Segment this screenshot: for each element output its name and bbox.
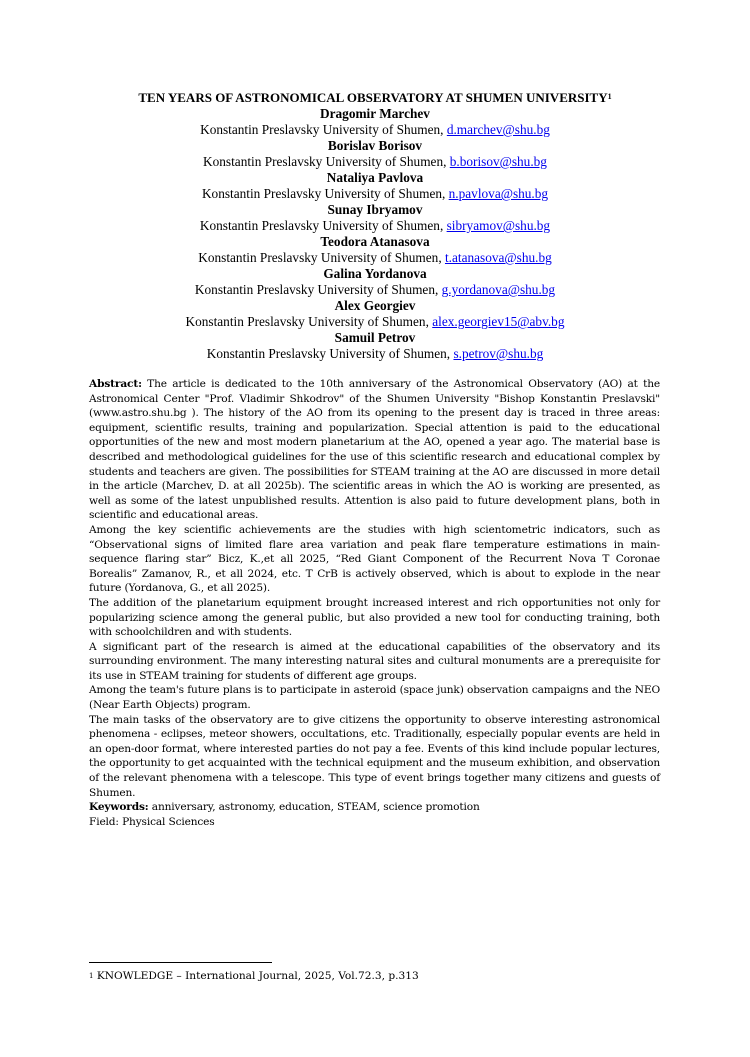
footnote: $^1$ KNOWLEDGE – International Journal, 2025, Vol.72.3, p.313 bbox=[89, 970, 419, 982]
author-email-link[interactable]: g.yordanova@shu.bg bbox=[441, 282, 556, 297]
author-email-link[interactable]: alex.georgiev15@abv.bg bbox=[432, 314, 565, 329]
keywords-label: Keywords: bbox=[89, 801, 149, 814]
author-affiliation: Konstantin Preslavsky University of Shumen, g.yordanova@shu.bg bbox=[194, 282, 556, 297]
author-affiliation: Konstantin Preslavsky University of Shumen, sibryamov@shu.bg bbox=[199, 218, 551, 233]
author-email-link[interactable]: d.marchev@shu.bg bbox=[446, 122, 550, 137]
author-block bbox=[60, 138, 690, 170]
abstract-paragraph: Among the key scientific achievements are the studies with high scientometric indicators, such as “Observational signs of limited flare area variation and peak flare temperature estimations in main-sequence flaring star” Bicz, K.,et all 2025, “Red Giant Component of the Recurrent Nova T Coronae Borealis” Zamanov, R., et all 2024, etc. T CrB is actively observed, which is about to explode in the near future (Yordanova, G., et all 2025). bbox=[89, 523, 660, 595]
author-name: Sunay Ibryamov bbox=[327, 202, 423, 217]
field-line: Field: Physical Sciences bbox=[89, 815, 215, 828]
author-name: Galina Yordanova bbox=[323, 266, 427, 281]
author-name: Teodora Atanasova bbox=[320, 234, 430, 249]
author-email-link[interactable]: s.petrov@shu.bg bbox=[453, 346, 544, 361]
author-block bbox=[60, 234, 690, 266]
footnote-divider bbox=[89, 962, 272, 963]
author-affiliation: Konstantin Preslavsky University of Shumen, n.pavlova@shu.bg bbox=[201, 186, 549, 201]
author-name: Alex Georgiev bbox=[334, 298, 416, 313]
author-email-link[interactable]: n.pavlova@shu.bg bbox=[448, 186, 549, 201]
paper-title: TEN YEARS OF ASTRONOMICAL OBSERVATORY AT SHUMEN UNIVERSITY$^1$ bbox=[138, 90, 612, 105]
author-name: Dragomir Marchev bbox=[320, 106, 430, 121]
abstract-paragraph: The main tasks of the observatory are to give citizens the opportunity to observe interesting astronomical phenomena - eclipses, meteor showers, occultations, etc. Traditionally, especially popular events are held in an open-door format, where interested parties do not pay a fee. Events of this kind include popular lectures, the opportunity to get acquainted with the technical equipment and the museum exhibition, and observation of the relevant phenomena with a telescope. This type of event brings together many citizens and guests of Shumen. bbox=[89, 713, 660, 799]
author-name: Nataliya Pavlova bbox=[326, 170, 424, 185]
abstract-paragraph: The addition of the planetarium equipment brought increased interest and rich opportunities not only for popularizing science among the general public, but also provided a new tool for conducting training, both with schoolchildren and with students. bbox=[89, 596, 660, 639]
footnote-marker: 1 bbox=[89, 972, 94, 980]
author-block bbox=[60, 330, 690, 362]
author-affiliation: Konstantin Preslavsky University of Shumen, s.petrov@shu.bg bbox=[206, 346, 544, 361]
abstract-section bbox=[89, 377, 660, 829]
keywords-line: Keywords: anniversary, astronomy, education, STEAM, science promotion bbox=[89, 801, 480, 814]
author-block bbox=[60, 170, 690, 202]
author-affiliation: Konstantin Preslavsky University of Shumen, b.borisov@shu.bg bbox=[203, 154, 547, 169]
author-block bbox=[60, 266, 690, 298]
abstract-label: Abstract: bbox=[89, 378, 142, 390]
author-block bbox=[60, 202, 690, 234]
author-affiliation: Konstantin Preslavsky University of Shumen, d.marchev@shu.bg bbox=[200, 122, 550, 137]
author-name: Borislav Borisov bbox=[327, 138, 423, 153]
author-email-link[interactable]: t.atanasova@shu.bg bbox=[444, 250, 552, 265]
author-block bbox=[60, 106, 690, 138]
abstract-paragraph: A significant part of the research is aimed at the educational capabilities of the observatory and its surrounding environment. The many interesting natural sites and cultural monuments are a prerequisite for its use in STEAM training for students of different age groups. bbox=[89, 640, 660, 682]
author-email-link[interactable]: b.borisov@shu.bg bbox=[449, 154, 547, 169]
title-footnote-marker[interactable]: 1 bbox=[607, 92, 612, 101]
author-affiliation: Konstantin Preslavsky University of Shumen, alex.georgiev15@abv.bg bbox=[185, 314, 565, 329]
author-email-link[interactable]: sibryamov@shu.bg bbox=[446, 218, 551, 233]
paper-header bbox=[60, 90, 690, 362]
author-name: Samuil Petrov bbox=[334, 330, 416, 345]
author-block bbox=[60, 298, 690, 330]
abstract-paragraph: Abstract: The article is dedicated to the 10th anniversary of the Astronomical Observatory (AO) at the Astronomical Center "Prof. Vladimir Shkodrov" of the Shumen University "Bishop Konstantin Preslavski" (www.astro.shu.bg ). The history of the AO from its opening to the present day is traced in three areas: equipment, scientific results, training and popularization. Special attention is paid to the educational opportunities of the new and most modern planetarium at the AO, opened a year ago. The material base is described and methodological guidelines for the use of this scientific research and educational complex by students and teachers are given. The possibilities for STEAM training at the AO are discussed in more detail in the article (Marchev, D. at all 2025b). The scientific areas in which the AO is working are presented, as well as some of the latest unpublished results. Attention is also paid to future development plans, both in scientific and educational areas. bbox=[89, 378, 660, 522]
abstract-paragraph: Among the team's future plans is to participate in asteroid (space junk) observation campaigns and the NEO (Near Earth Objects) program. bbox=[89, 684, 660, 712]
author-affiliation: Konstantin Preslavsky University of Shumen, t.atanasova@shu.bg bbox=[198, 250, 552, 265]
